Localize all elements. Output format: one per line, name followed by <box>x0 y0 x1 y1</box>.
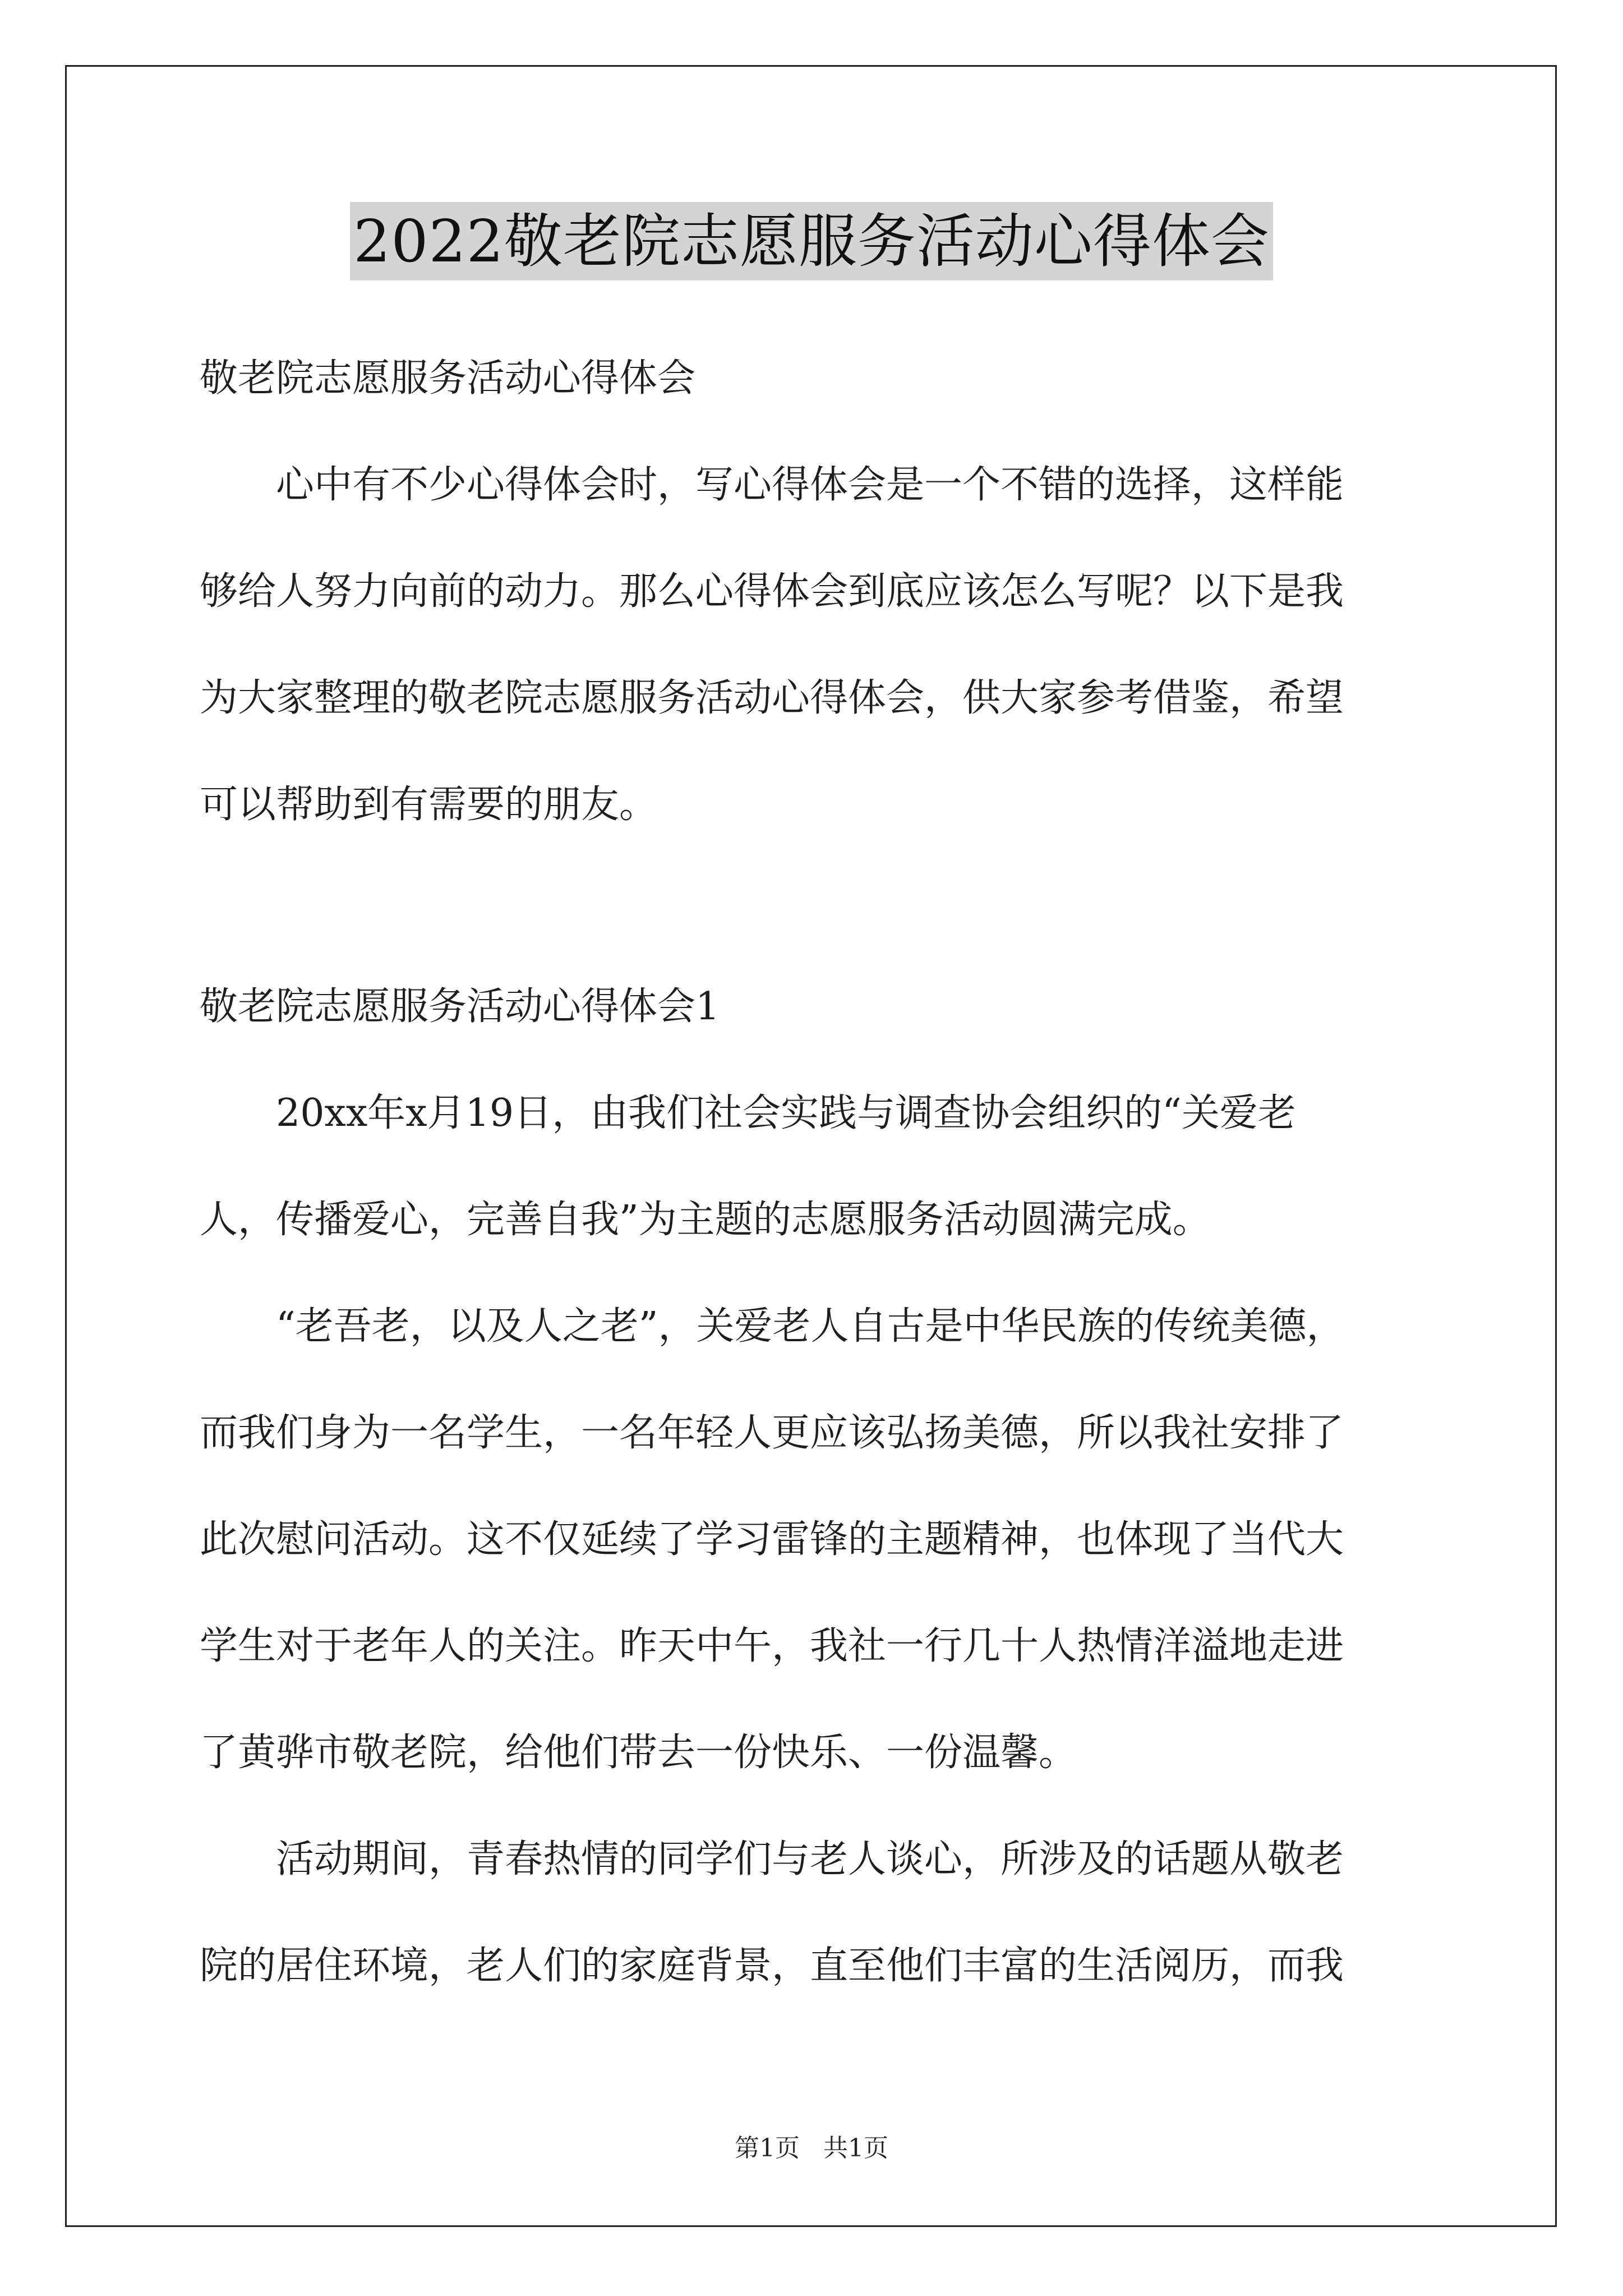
paragraph-line: 而我们身为一名学生，一名年轻人更应该弘扬美德，所以我社安排了 <box>200 1411 1344 1455</box>
page-number: 第1页 <box>735 2134 800 2162</box>
paragraph-line: 了黄骅市敬老院，给他们带去一份快乐、一份温馨。 <box>200 1731 1077 1775</box>
paragraph-line: 可以帮助到有需要的朋友。 <box>200 783 658 827</box>
paragraph-line: 为大家整理的敬老院志愿服务活动心得体会，供大家参考借鉴，希望 <box>200 676 1344 720</box>
paragraph-line: 20xx年x月19日，由我们社会实践与调查协会组织的“关爱老 <box>276 1091 1296 1135</box>
page-footer <box>0 2132 1623 2165</box>
section-heading: 敬老院志愿服务活动心得体会 <box>200 356 696 401</box>
paragraph-line: 此次慰问活动。这不仅延续了学习雷锋的主题精神，也体现了当代大 <box>200 1517 1344 1562</box>
title-container <box>0 202 1623 280</box>
paragraph-line: 活动期间，青春热情的同学们与老人谈心，所涉及的话题从敬老 <box>276 1837 1344 1881</box>
paragraph-line: 够给人努力向前的动力。那么心得体会到底应该怎么写呢？以下是我 <box>200 569 1344 614</box>
page-total: 共1页 <box>823 2134 888 2162</box>
paragraph-line: 人，传播爱心，完善自我”为主题的志愿服务活动圆满完成。 <box>200 1198 1211 1242</box>
document-title: 2022敬老院志愿服务活动心得体会 <box>350 202 1273 280</box>
section-heading: 敬老院志愿服务活动心得体会1 <box>200 984 720 1029</box>
paragraph-line: 院的居住环境，老人们的家庭背景，直至他们丰富的生活阅历，而我 <box>200 1944 1344 1988</box>
paragraph-line: 心中有不少心得体会时，写心得体会是一个不错的选择，这样能 <box>276 463 1344 507</box>
paragraph-line: “老吾老，以及人之老”，关爱老人自古是中华民族的传统美德， <box>276 1304 1345 1349</box>
paragraph-line: 学生对于老年人的关注。昨天中午，我社一行几十人热情洋溢地走进 <box>200 1624 1344 1668</box>
